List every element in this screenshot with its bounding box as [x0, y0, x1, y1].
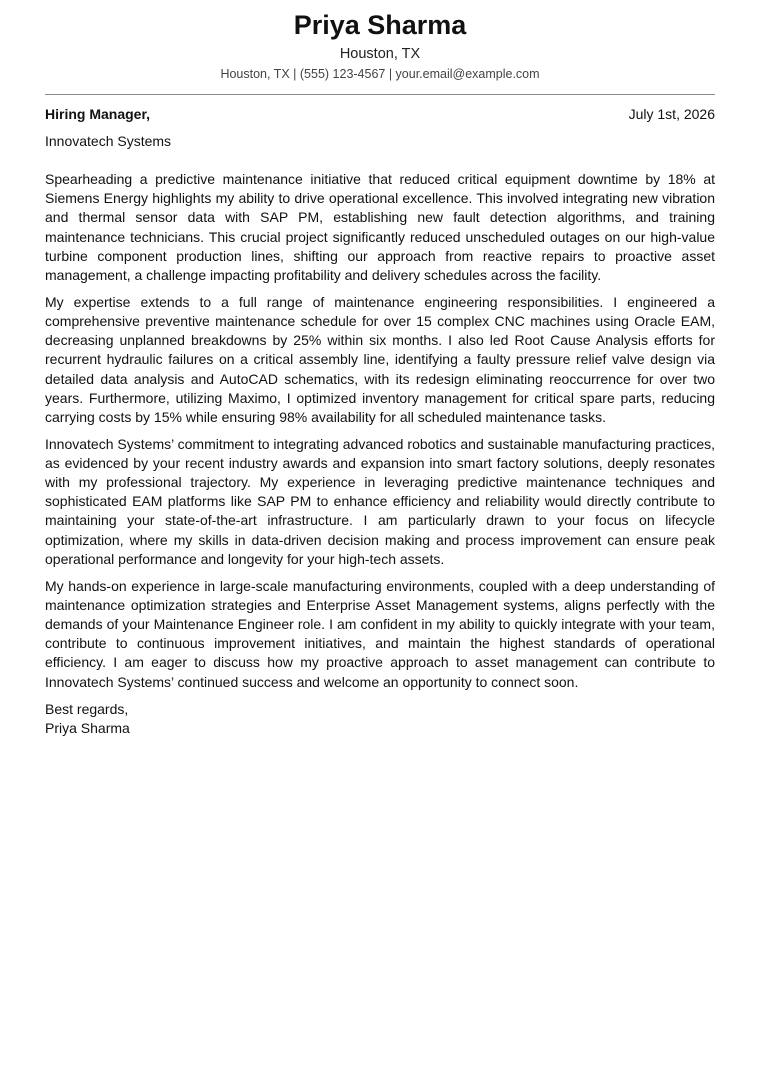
applicant-name: Priya Sharma [293, 10, 467, 40]
applicant-contact-line: Houston, TX | (555) 123-4567 | your.email@example.com [220, 67, 540, 81]
body-paragraph-3: Innovatech Systems’ commitment to integrating advanced robotics and sustainable manufacturing practices, as evidenced by your recent industry awards and expansion into smart factory solutions, deeply resonates with my professional trajectory. My experience in leveraging predictive maintenance techniques and sophisticated EAM platforms like SAP PM to enhance efficiency and reliability would directly contribute to maintaining your state-of-the-art infrastructure. I am particularly drawn to your focus on lifecycle optimization, where my skills in data-driven decision making and process improvement can ensure peak operational performance and longevity for your high-tech assets. [45, 435, 715, 567]
letter-header [45, 0, 715, 83]
letter-closing [45, 700, 715, 738]
closing-salutation: Best regards, [45, 700, 129, 717]
recipient-date-row [45, 104, 715, 124]
recipient-company: Innovatech Systems [45, 133, 172, 149]
body-paragraph-2: My expertise extends to a full range of maintenance engineering responsibilities. I engineered a comprehensive preventive maintenance schedule for over 15 complex CNC machines using Oracle EAM, decreasing unplanned breakdowns by 25% within six months. I also led Root Cause Analysis efforts for recurrent hydraulic failures on a critical assembly line, identifying a faulty pressure relief valve design via detailed data analysis and AutoCAD schematics, with its redesign eliminating reoccurrence for over two years. Furthermore, utilizing Maximo, I optimized inventory management for critical spare parts, reducing carrying costs by 15% while ensuring 98% availability for all scheduled maintenance tasks. [45, 293, 715, 425]
header-divider [45, 94, 715, 95]
closing-signature: Priya Sharma [45, 719, 130, 736]
letter-body [45, 170, 715, 692]
recipient-greeting: Hiring Manager, [45, 106, 151, 122]
letter-date: July 1st, 2026 [628, 106, 715, 122]
body-paragraph-1: Spearheading a predictive maintenance initiative that reduced critical equipment downtime by 18% at Siemens Energy highlights my ability to drive operational excellence. This involved integrating new vibration and thermal sensor data with SAP PM, establishing new fault detection algorithms, and training maintenance technicians. This crucial project significantly reduced unscheduled outages on our high-value turbine component production lines, shifting our approach from reactive repairs to proactive asset management, a challenge impacting profitability and delivery schedules across the facility. [45, 171, 715, 284]
applicant-location: Houston, TX [339, 46, 421, 62]
body-paragraph-4: My hands-on experience in large-scale manufacturing environments, coupled with a deep understanding of maintenance optimization strategies and Enterprise Asset Management systems, aligns perfectly with the demands of your Maintenance Engineer role. I am confident in my ability to quickly integrate with your team, contribute to continuous improvement initiatives, and maintain the highest standards of operational efficiency. I am eager to discuss how my proactive approach to asset management can contribute to Innovatech Systems’ continued success and welcome an opportunity to connect soon. [45, 577, 715, 690]
